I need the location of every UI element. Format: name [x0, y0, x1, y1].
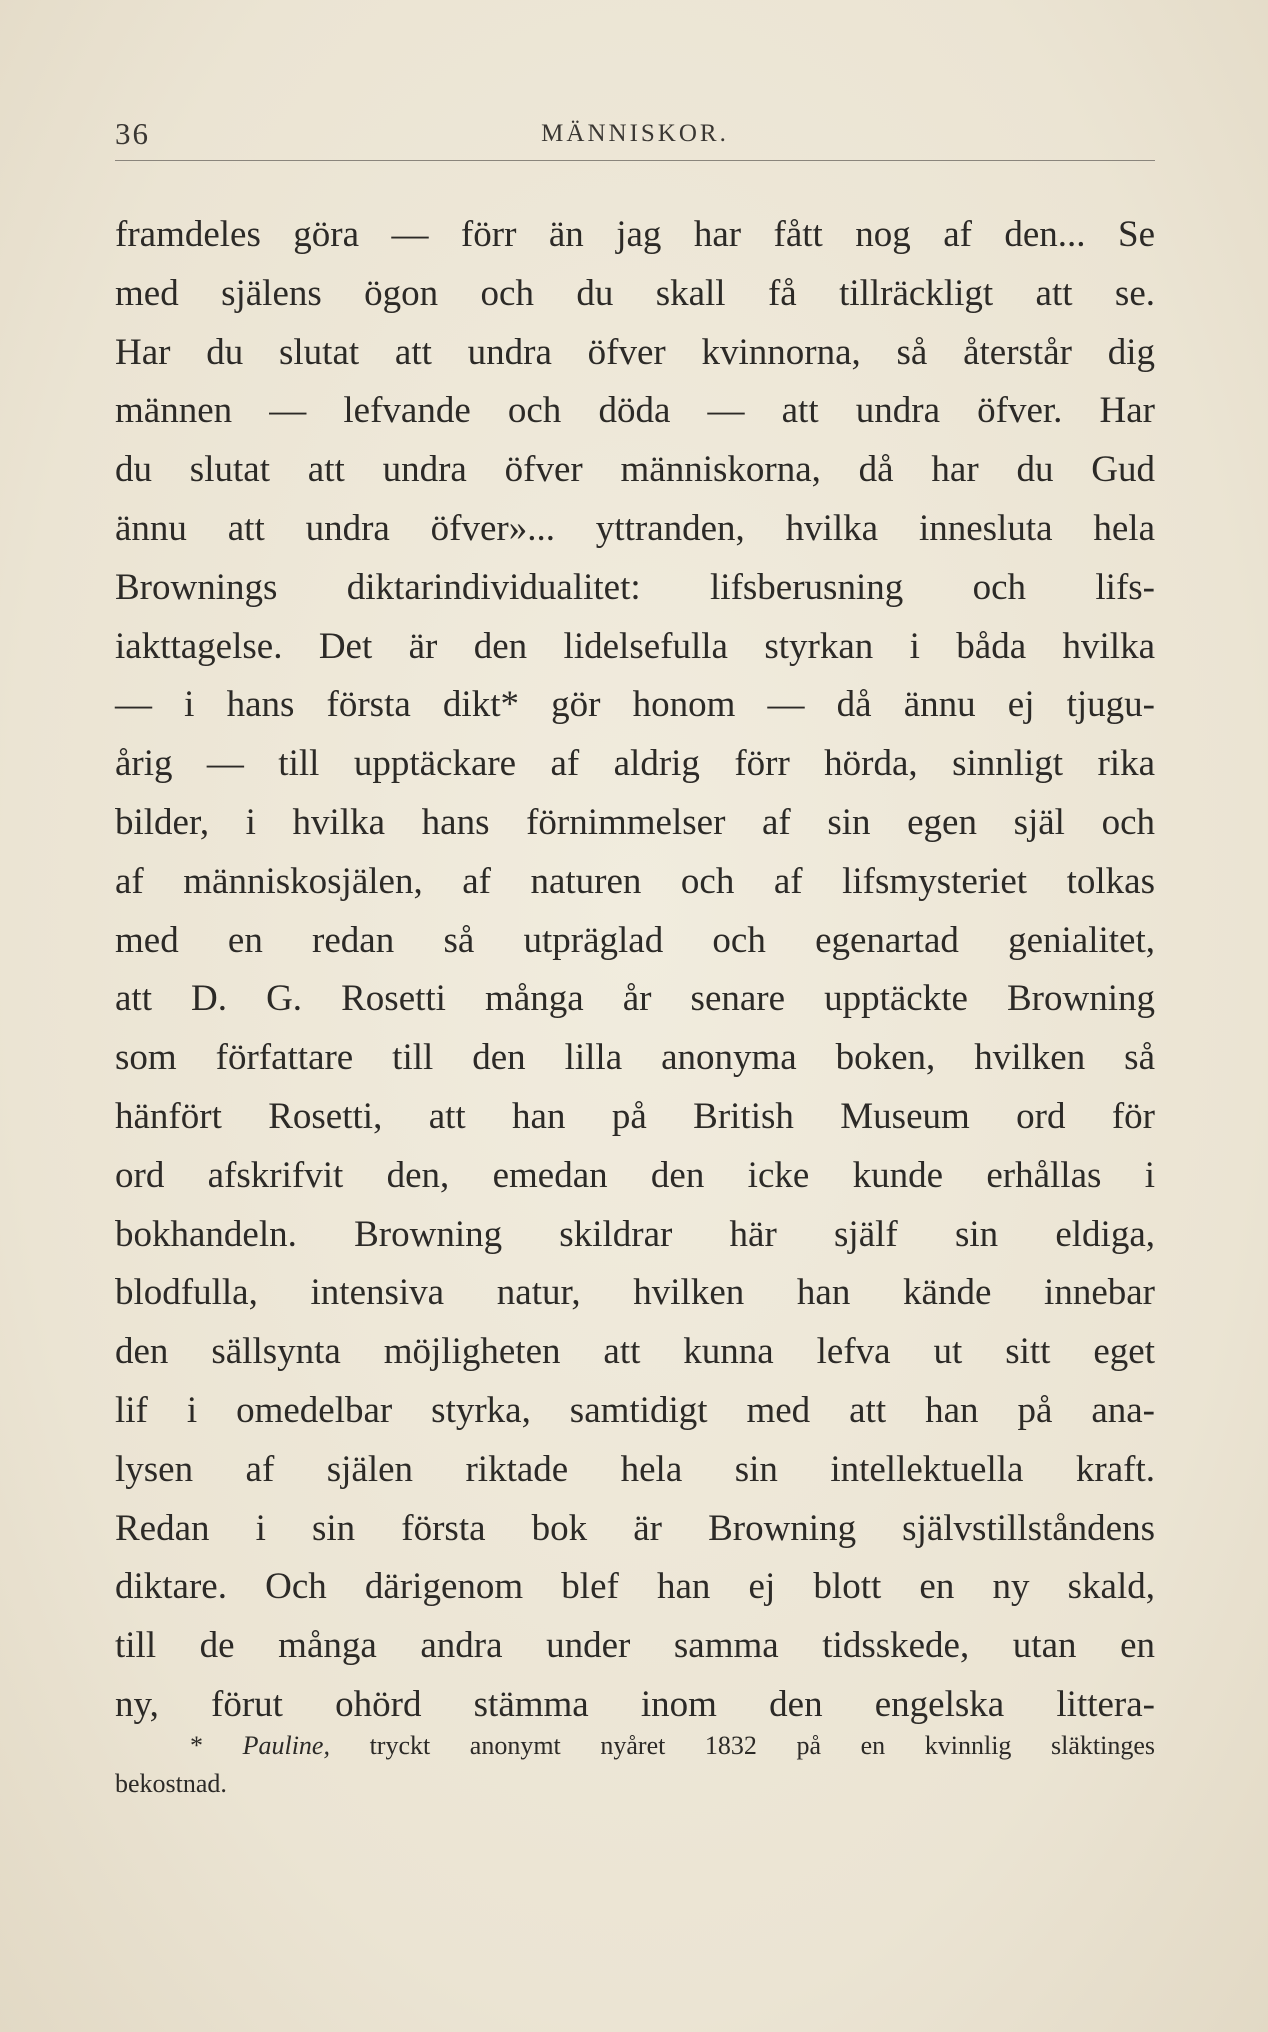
page-header — [115, 112, 1155, 161]
text-line: du slutat att undra öfver människorna, då har du Gud — [115, 449, 1155, 491]
running-head: MÄNNISKOR. — [541, 120, 729, 147]
text-line: årig — till upptäckare af aldrig förr hörda, sinnligt rika — [115, 743, 1155, 785]
text-line: lysen af själen riktade hela sin intellektuella kraft. — [115, 1448, 1155, 1490]
footnote-title: Pauline, — [242, 1731, 330, 1760]
text-line: som författare till den lilla anonyma boken, hvilken så — [115, 1037, 1155, 1079]
text-line: bilder, i hvilka hans förnimmelser af sin egen själ och — [115, 801, 1155, 843]
text-line: ännu att undra öfver»... yttranden, hvilka innesluta hela — [115, 507, 1155, 549]
text-line: — i hans första dikt* gör honom — då ännu ej tjugu- — [115, 684, 1155, 726]
text-line: ny, förut ohörd stämma inom den engelska littera- — [115, 1683, 1155, 1725]
body-text — [115, 206, 1155, 1735]
text-line: Har du slutat att undra öfver kvinnorna, så återstår dig — [115, 331, 1155, 373]
text-line: att D. G. Rosetti många år senare upptäckte Browning — [115, 978, 1155, 1020]
text-line: ord afskrifvit den, emedan den icke kunde erhållas i — [115, 1154, 1155, 1196]
text-line: blodfulla, intensiva natur, hvilken han kände innebar — [115, 1272, 1155, 1314]
text-line: den sällsynta möjligheten att kunna lefva ut sitt eget — [115, 1331, 1155, 1373]
footnote-line: bekostnad. — [115, 1769, 227, 1798]
text-line: med själens ögon och du skall få tillräckligt att se. — [115, 272, 1155, 314]
text-line: diktare. Och därigenom blef han ej blott en ny skald, — [115, 1566, 1155, 1608]
text-line: männen — lefvande och döda — att undra öfver. Har — [115, 390, 1155, 432]
text-line: Brownings diktarindividualitet: lifsberusning och lifs- — [115, 566, 1155, 608]
footnote-line — [115, 1727, 1155, 1765]
text-line: till de många andra under samma tidsskede, utan en — [115, 1625, 1155, 1667]
page-number: 36 — [115, 116, 150, 151]
text-line: hänfört Rosetti, att han på British Museum ord för — [115, 1095, 1155, 1137]
text-line: framdeles göra — förr än jag har fått nog af den... Se — [115, 214, 1155, 255]
text-line: med en redan så utpräglad och egenartad genialitet, — [115, 919, 1155, 961]
text-line: af människosjälen, af naturen och af lifsmysteriet tolkas — [115, 860, 1155, 902]
text-line: iakttagelse. Det är den lidelsefulla styrkan i båda hvilka — [115, 625, 1155, 667]
text-line: lif i omedelbar styrka, samtidigt med att han på ana- — [115, 1389, 1155, 1431]
text-line: Redan i sin första bok är Browning självstillståndens — [115, 1507, 1155, 1549]
footnote-marker: * — [190, 1731, 203, 1760]
footnote — [115, 1727, 1155, 1803]
text-line: bokhandeln. Browning skildrar här själf sin eldiga, — [115, 1213, 1155, 1255]
footnote-text: tryckt anonymt nyåret 1832 på en kvinnlig släktinges — [369, 1731, 1156, 1760]
